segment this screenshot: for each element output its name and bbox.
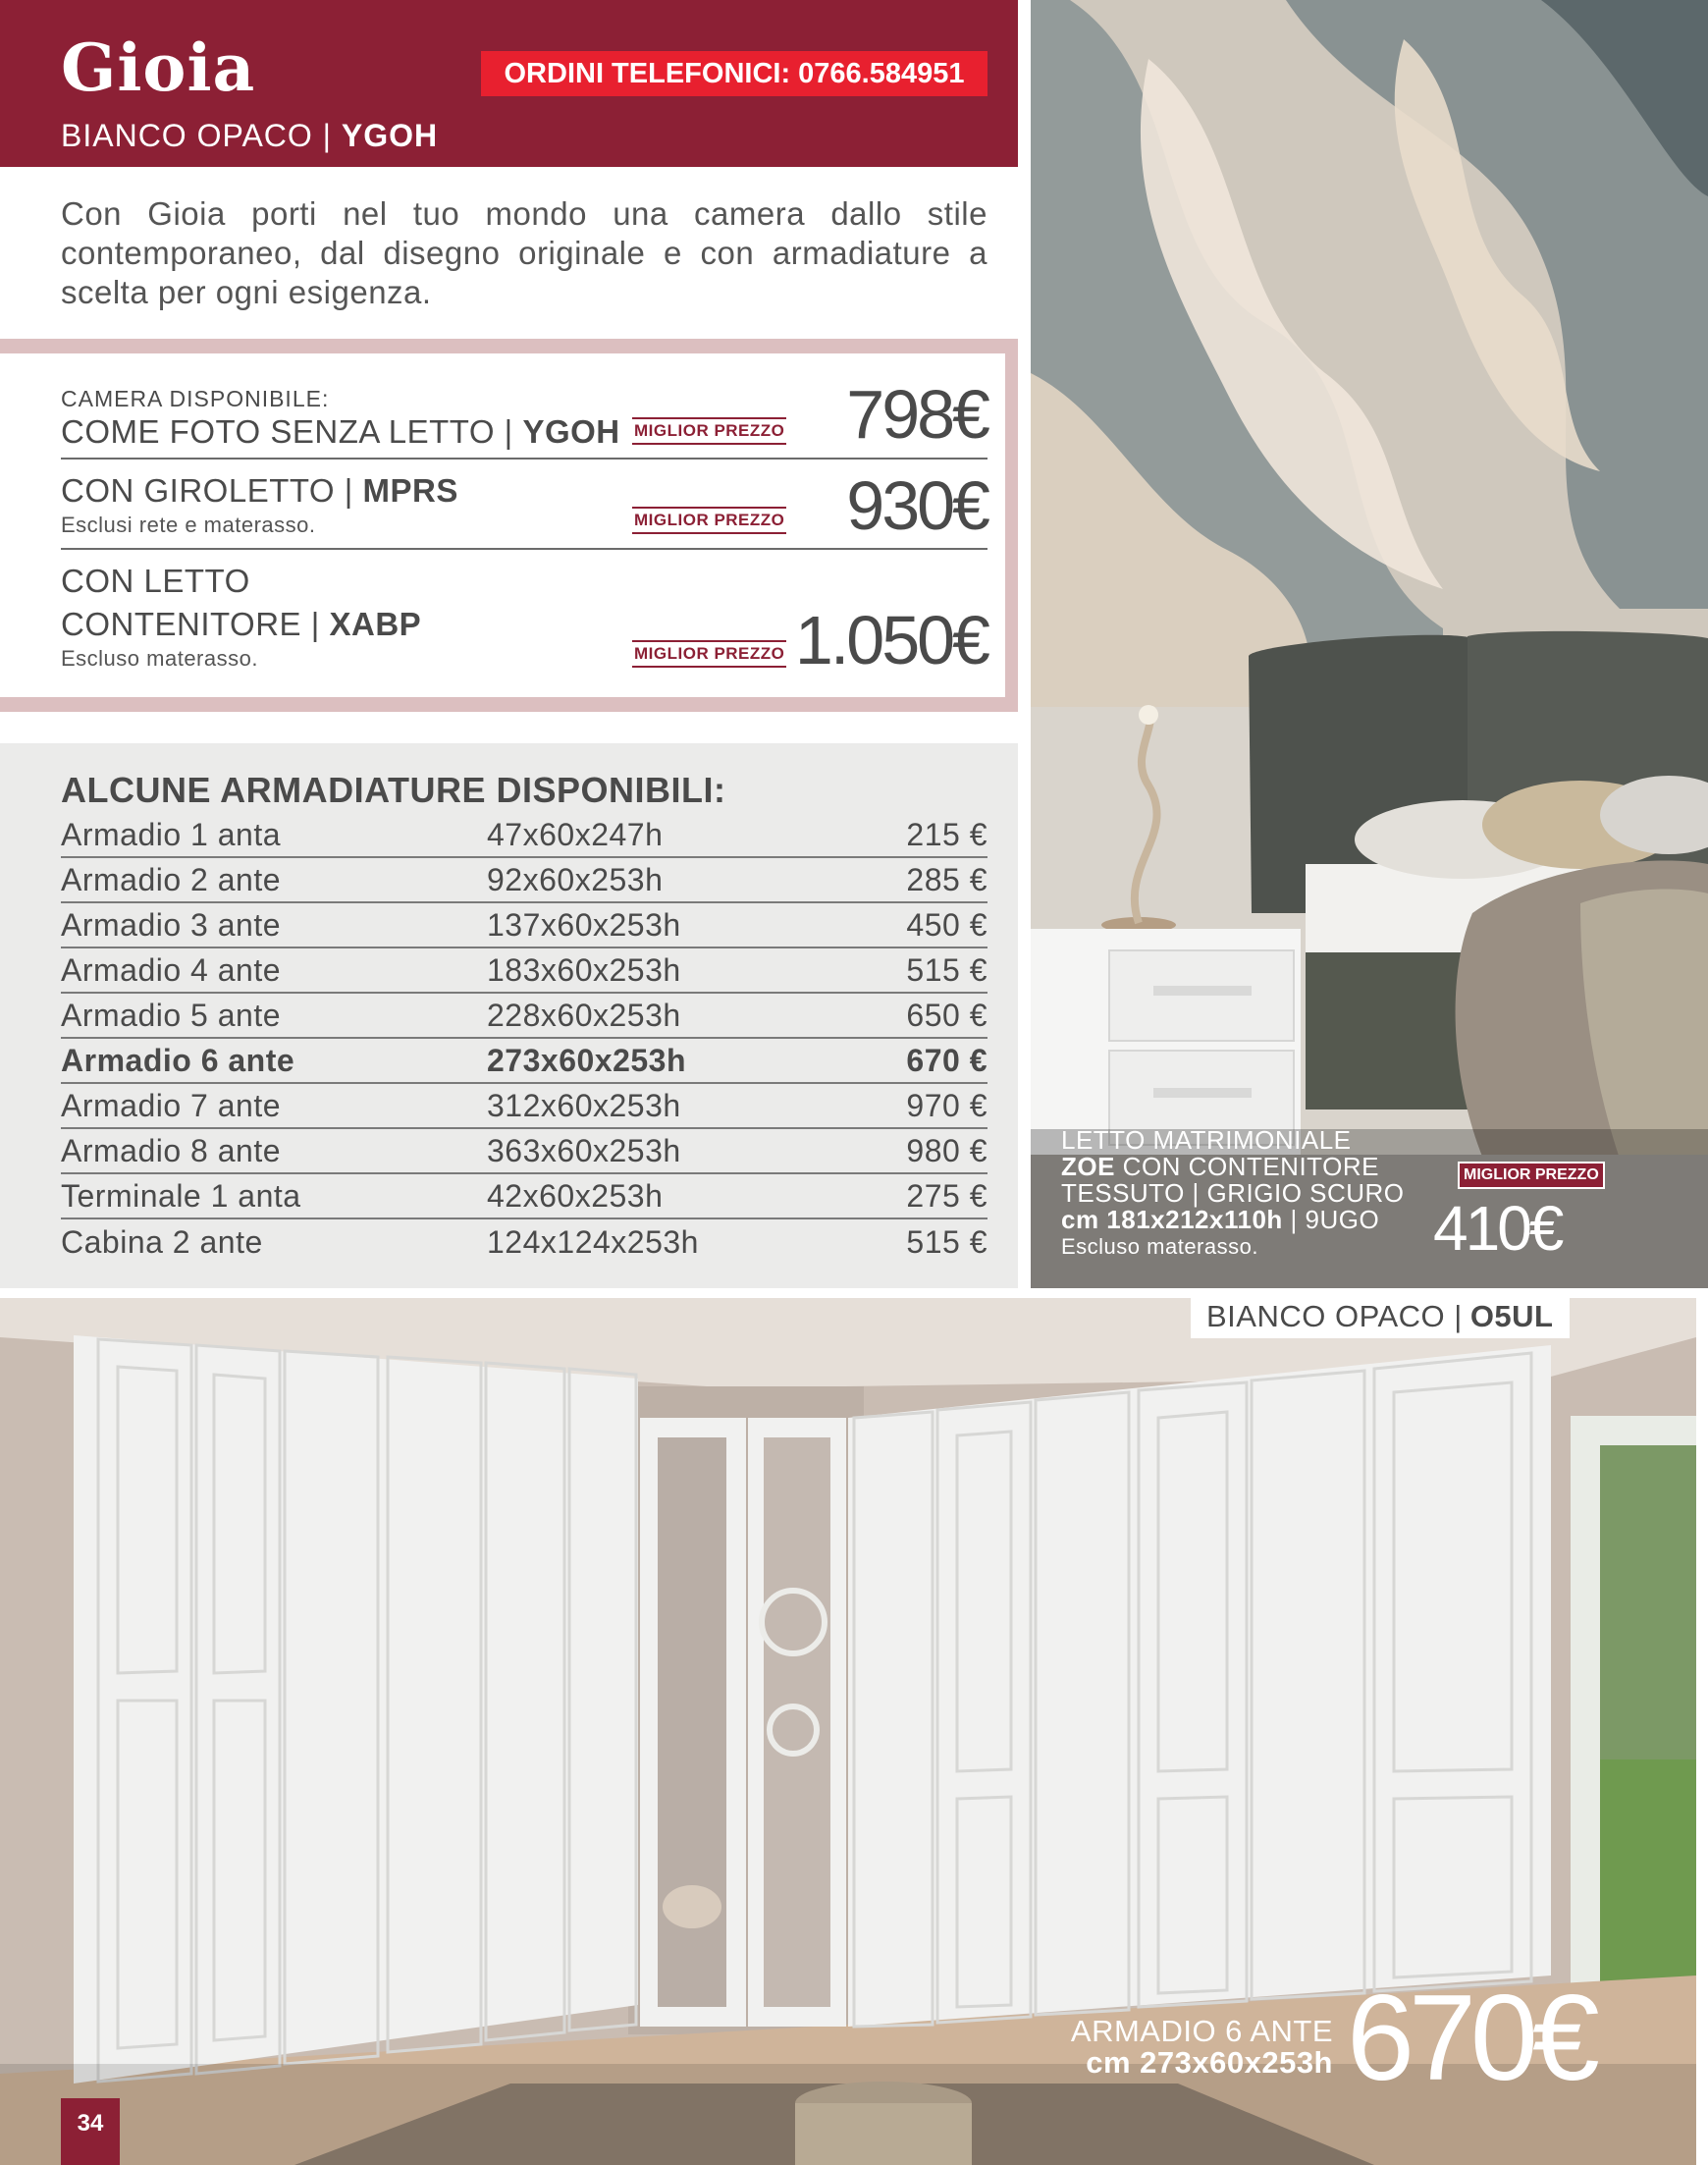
wardrobe-name: Armadio 2 ante: [61, 861, 282, 897]
offer-2-title-text: CON GIROLETTO |: [61, 472, 353, 509]
bed-size: cm 181x212x110h: [1061, 1205, 1283, 1234]
offer-3-best-price-badge: MIGLIOR PREZZO: [632, 640, 786, 668]
wardrobe-name: Armadio 3 ante: [61, 906, 282, 943]
wardrobe-size: 363x60x253h: [487, 1132, 681, 1168]
offer-1-small-label: CAMERA DISPONIBILE:: [61, 386, 330, 411]
offer-1-best-price-badge: MIGLIOR PREZZO: [632, 417, 786, 445]
wardrobe-size: 183x60x253h: [487, 951, 681, 988]
bed-caption-line2-rest: CON CONTENITORE: [1114, 1152, 1379, 1181]
wardrobe-size: 312x60x253h: [487, 1087, 681, 1123]
phone-order-banner[interactable]: ORDINI TELEFONICI: 0766.584951: [481, 51, 987, 96]
offer-divider: [61, 548, 987, 550]
wardrobe-name: Armadio 7 ante: [61, 1087, 282, 1123]
wardrobe-price: 285 €: [906, 861, 987, 897]
wardrobe-price: 670€: [1347, 1971, 1594, 2106]
wardrobe-table: [61, 813, 987, 1265]
wardrobe-size: 137x60x253h: [487, 906, 681, 943]
header-band: [0, 0, 1018, 167]
offer-2-note: Esclusi rete e materasso.: [61, 513, 316, 537]
offer-2-code: MPRS: [362, 472, 458, 509]
wardrobe-finish-tag: [1191, 1294, 1570, 1338]
wardrobe-finish-code: O5UL: [1469, 1298, 1554, 1333]
intro-text: Con Gioia porti nel tuo mondo una camera dallo stile contemporaneo, dal disegno originale e con armadiature a scelta per ogni esigenza.: [61, 195, 987, 310]
wardrobe-size: 92x60x253h: [487, 861, 664, 897]
wardrobe-finish-label: BIANCO OPACO |: [1206, 1298, 1463, 1333]
wardrobe-name: Armadio 4 ante: [61, 951, 282, 988]
table-row: [61, 994, 987, 1039]
wardrobe-name: Armadio 1 anta: [61, 816, 282, 852]
wardrobe-caption: [1021, 2016, 1333, 2079]
wardrobe-price: 670 €: [906, 1042, 987, 1078]
bed-caption-line1: LETTO MATRIMONIALE: [1061, 1125, 1352, 1155]
wardrobe-price: 275 €: [906, 1177, 987, 1214]
wardrobe-price: 215 €: [906, 816, 987, 852]
bed-code: | 9UGO: [1282, 1205, 1380, 1234]
offer-3-price: 1.050€: [794, 602, 987, 678]
wardrobe-size: 42x60x253h: [487, 1177, 664, 1214]
wardrobe-name: Armadio 8 ante: [61, 1132, 282, 1168]
table-row: [61, 813, 987, 858]
offer-2-best-price-badge: MIGLIOR PREZZO: [632, 507, 786, 534]
bed-caption: [1061, 1127, 1405, 1260]
wardrobe-caption-size: cm 273x60x253h: [1086, 2045, 1333, 2080]
bed-caption-line4: [1061, 1207, 1405, 1233]
offer-3-note: Escluso materasso.: [61, 646, 258, 671]
wardrobe-caption-line2: [1021, 2047, 1333, 2079]
offer-3-title-text: CONTENITORE |: [61, 606, 320, 642]
table-row: [61, 1129, 987, 1174]
wardrobe-price: 650 €: [906, 997, 987, 1033]
wardrobe-size: 124x124x253h: [487, 1223, 699, 1260]
wardrobe-size: 47x60x247h: [487, 816, 664, 852]
bedroom-illustration: [1031, 0, 1708, 1288]
offer-3-title-line1: CON LETTO: [61, 563, 250, 599]
bed-best-price-badge: MIGLIOR PREZZO: [1458, 1162, 1605, 1189]
wardrobe-table-title: ALCUNE ARMADIATURE DISPONIBILI:: [61, 770, 726, 810]
wardrobe-name: Terminale 1 anta: [61, 1177, 301, 1214]
table-row: [61, 1174, 987, 1219]
header-finish-label: BIANCO OPACO |: [61, 118, 332, 153]
table-row: [61, 948, 987, 994]
wardrobe-price: 450 €: [906, 906, 987, 943]
wardrobe-caption-line1: ARMADIO 6 ANTE: [1070, 2014, 1333, 2048]
offer-3-code: XABP: [329, 606, 422, 642]
brand-title: Gioia: [61, 29, 256, 106]
table-row: [61, 1219, 987, 1265]
header-finish: [61, 118, 438, 154]
wardrobe-price: 515 €: [906, 1223, 987, 1260]
wardrobe-price: 980 €: [906, 1132, 987, 1168]
table-row: [61, 1084, 987, 1129]
bed-caption-line2: [1061, 1154, 1405, 1180]
bed-model: ZOE: [1061, 1152, 1115, 1181]
wardrobe-price: 970 €: [906, 1087, 987, 1123]
wardrobe-name: Armadio 5 ante: [61, 997, 282, 1033]
page-number: 34: [61, 2098, 120, 2165]
table-row-highlighted: [61, 1039, 987, 1084]
offer-1-price: 798€: [846, 376, 987, 453]
wardrobe-name: Armadio 6 ante: [61, 1042, 295, 1078]
wardrobe-size: 228x60x253h: [487, 997, 681, 1033]
offer-divider: [61, 458, 987, 460]
bed-price: 410€: [1433, 1193, 1562, 1264]
wardrobe-price: 515 €: [906, 951, 987, 988]
offer-2-price: 930€: [846, 467, 987, 544]
table-row: [61, 903, 987, 948]
bedroom-photo: [1031, 0, 1708, 1288]
offer-1-title-text: COME FOTO SENZA LETTO |: [61, 413, 513, 450]
wardrobe-size: 273x60x253h: [487, 1042, 687, 1078]
bed-caption-line3: TESSUTO | GRIGIO SCURO: [1061, 1178, 1405, 1208]
header-finish-code: YGOH: [341, 118, 439, 153]
wardrobe-name: Cabina 2 ante: [61, 1223, 263, 1260]
bed-caption-note: Escluso materasso.: [1061, 1234, 1258, 1259]
offer-1-code: YGOH: [522, 413, 620, 450]
table-row: [61, 858, 987, 903]
